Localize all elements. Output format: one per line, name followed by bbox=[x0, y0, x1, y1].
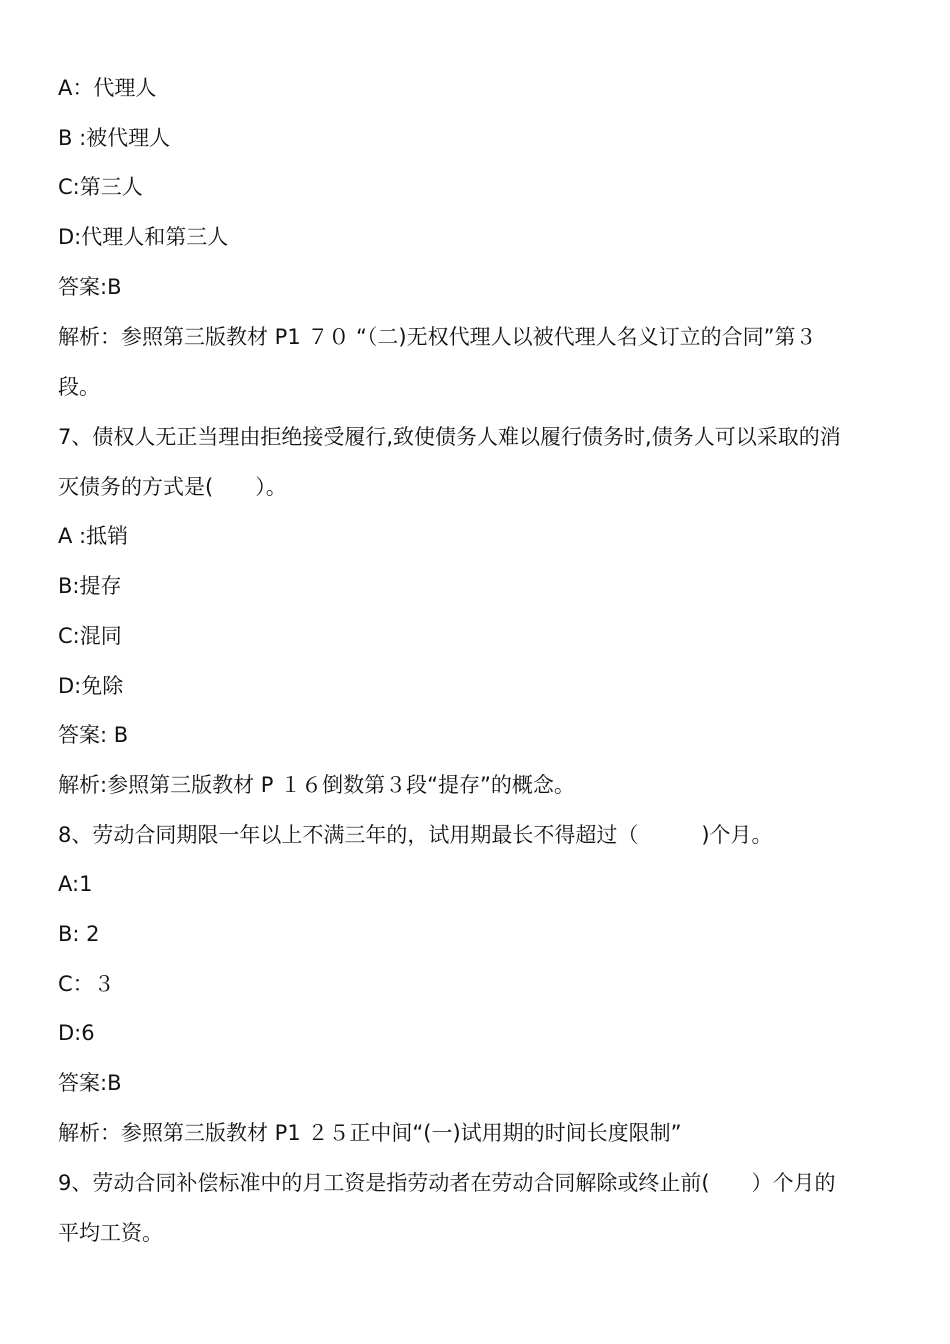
question-7-cont: 灭债务的方式是( ）。 bbox=[58, 475, 287, 499]
answer-q6: 答案:B bbox=[58, 275, 122, 299]
question-8: 8、劳动合同期限一年以上不满三年的，试用期最长不得超过（ )个月。 bbox=[58, 823, 773, 847]
explanation-q7: 解析:参照第三版教材 P １６倒数第３段“提存”的概念。 bbox=[58, 773, 575, 797]
option-c-q8: C：３ bbox=[58, 972, 115, 996]
answer-q7: 答案: B bbox=[58, 723, 129, 747]
option-d-q7: D:免除 bbox=[58, 674, 124, 698]
option-a-q6: A：代理人 bbox=[58, 76, 157, 100]
option-a-q8: A:1 bbox=[58, 872, 93, 896]
question-7: 7、债权人无正当理由拒绝接受履行,致使债务人难以履行债务时,债务人可以采取的消 bbox=[58, 425, 841, 449]
option-b-q8: B: 2 bbox=[58, 922, 100, 946]
question-9: 9、劳动合同补偿标准中的月工资是指劳动者在劳动合同解除或终止前( ）个月的 bbox=[58, 1171, 836, 1195]
explanation-q8: 解析：参照第三版教材 P1 ２５正中间“(一)试用期的时间长度限制” bbox=[58, 1121, 682, 1145]
option-a-q7: A :抵销 bbox=[58, 524, 129, 548]
answer-q8: 答案:B bbox=[58, 1071, 122, 1095]
explanation-q6-cont: 段。 bbox=[58, 375, 100, 399]
option-d-q8: D:6 bbox=[58, 1021, 95, 1045]
option-c-q7: C:混同 bbox=[58, 624, 122, 648]
question-9-cont: 平均工资。 bbox=[58, 1221, 163, 1245]
option-c-q6: C:第三人 bbox=[58, 175, 143, 199]
option-d-q6: D:代理人和第三人 bbox=[58, 225, 229, 249]
explanation-q6: 解析：参照第三版教材 P1 ７０ “（二)无权代理人以被代理人名义订立的合同”第３ bbox=[58, 325, 817, 349]
option-b-q7: B:提存 bbox=[58, 574, 122, 598]
option-b-q6: B :被代理人 bbox=[58, 126, 171, 150]
